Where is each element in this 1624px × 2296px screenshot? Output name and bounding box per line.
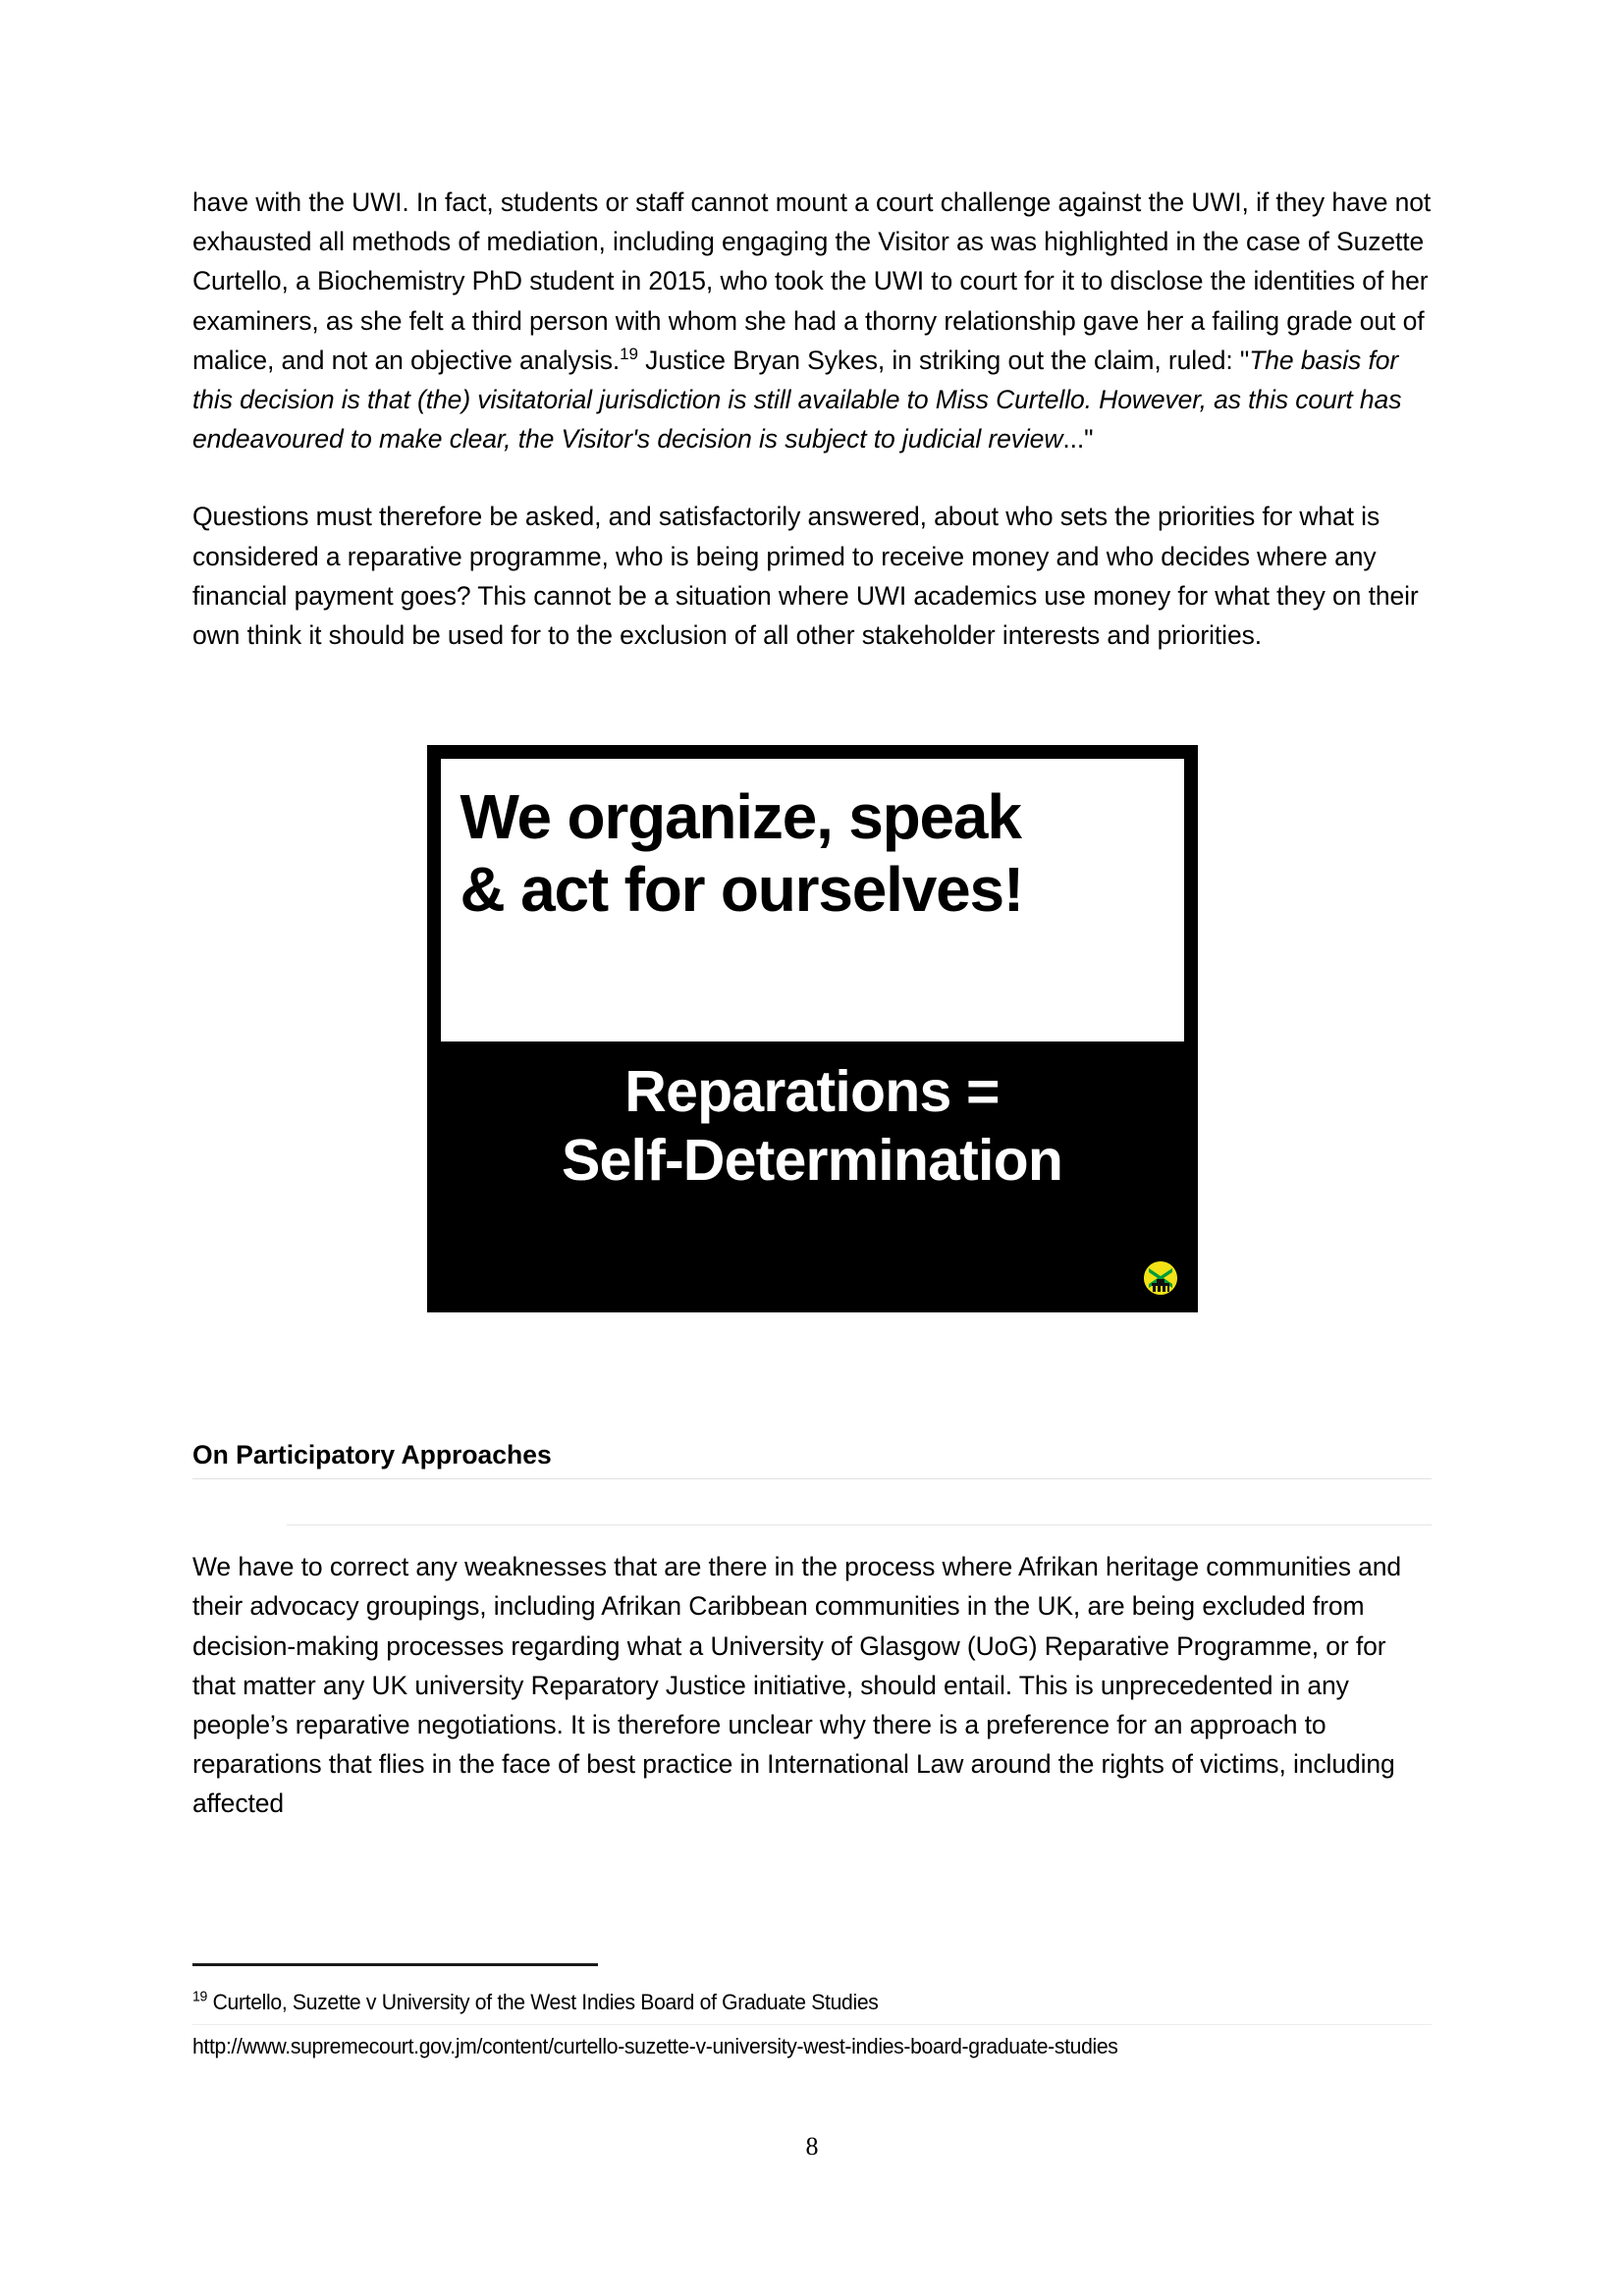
poster-top-line-1: We organize, speak [460,781,1021,853]
footnote-separator [192,1963,598,1966]
footnote-citation [192,1984,1357,2020]
poster-bottom-line-1: Reparations = [624,1059,1000,1125]
footnote-number: 19 [192,1988,208,2005]
poster-bottom-line-2: Self-Determination [561,1128,1063,1194]
reparations-poster [427,745,1198,1312]
section-body-paragraph: We have to correct any weaknesses that are there in the process where Afrikan heritage communities and their advocacy groupings, including Afrikan Caribbean communities in the UK, are being excluded from decision-making processes regarding what a University of Glasgow (UoG) Reparative Programme, or for that matter any UK university Reparatory Justice initiative, should entail. This is unprecedented in any people’s reparative negotiations. It is therefore unclear why there is a preference for an approach to reparations that flies in the face of best practice in International Law around the rights of victims, including affected [192,1552,1402,1819]
poster-top-panel [441,759,1184,1041]
footnote-url-link[interactable]: http://www.supremecourt.gov.jm/content/curtello-suzette-v-university-west-indies-board-graduate-studies [192,2034,1118,2058]
section-heading-participatory-approaches: On Participatory Approaches [192,1440,552,1470]
poster-top-line-2: & act for ourselves! [460,854,1024,926]
footnote-faint-divider [192,2024,1432,2025]
paragraph-1-text-before-footnote: have with the UWI. In fact, students or staff cannot mount a court challenge against the UWI, if they have not exhausted all methods of mediation, including engaging the Visitor as was highlighted in the case of Suzette Curtello, a Biochemistry PhD student in 2015, who took the UWI to court for it to disclose the identities of her examiners, as she felt a third person with whom she had a thorny relationship gave her a failing grade out of malice, and not an objective analysis. [192,187,1432,375]
page-content [192,183,1432,1824]
section-heading-divider [192,1478,1432,1479]
secondary-divider [287,1524,1432,1525]
footnote-citation-text: Curtello, Suzette v University of the West Indies Board of Graduate Studies [207,1990,879,2014]
body-paragraph-2: Questions must therefore be asked, and satisfactorily answered, about who sets the priorities for what is considered a reparative programme, who is being primed to receive money and who decides where any financial payment goes? This cannot be a situation where UWI academics use money for what they on their own think it should be used for to the exclusion of all other stakeholder interests and priorities. [192,502,1419,651]
footnote-reference-19[interactable]: 19 [620,344,638,363]
page-number: 8 [805,2132,819,2161]
jamaica-flag-roundel-logo-icon [1144,1261,1177,1295]
paragraph-1-text-after-footnote: Justice Bryan Sykes, in striking out the claim, ruled: " [637,345,1250,375]
poster-bottom-panel [441,1041,1184,1299]
court-ruling-quote: The basis for this decision is that (the) visitatorial jurisdiction is still available to Miss Curtello. However, as this court has endeavoured to make clear, the Visitor's decision is subject to judicial review [192,345,1402,454]
court-ruling-quote-tail: ..." [1062,424,1094,454]
footnote-area [192,1963,1432,2064]
poster-figure [192,745,1432,1312]
body-paragraph-1 [192,183,1432,458]
